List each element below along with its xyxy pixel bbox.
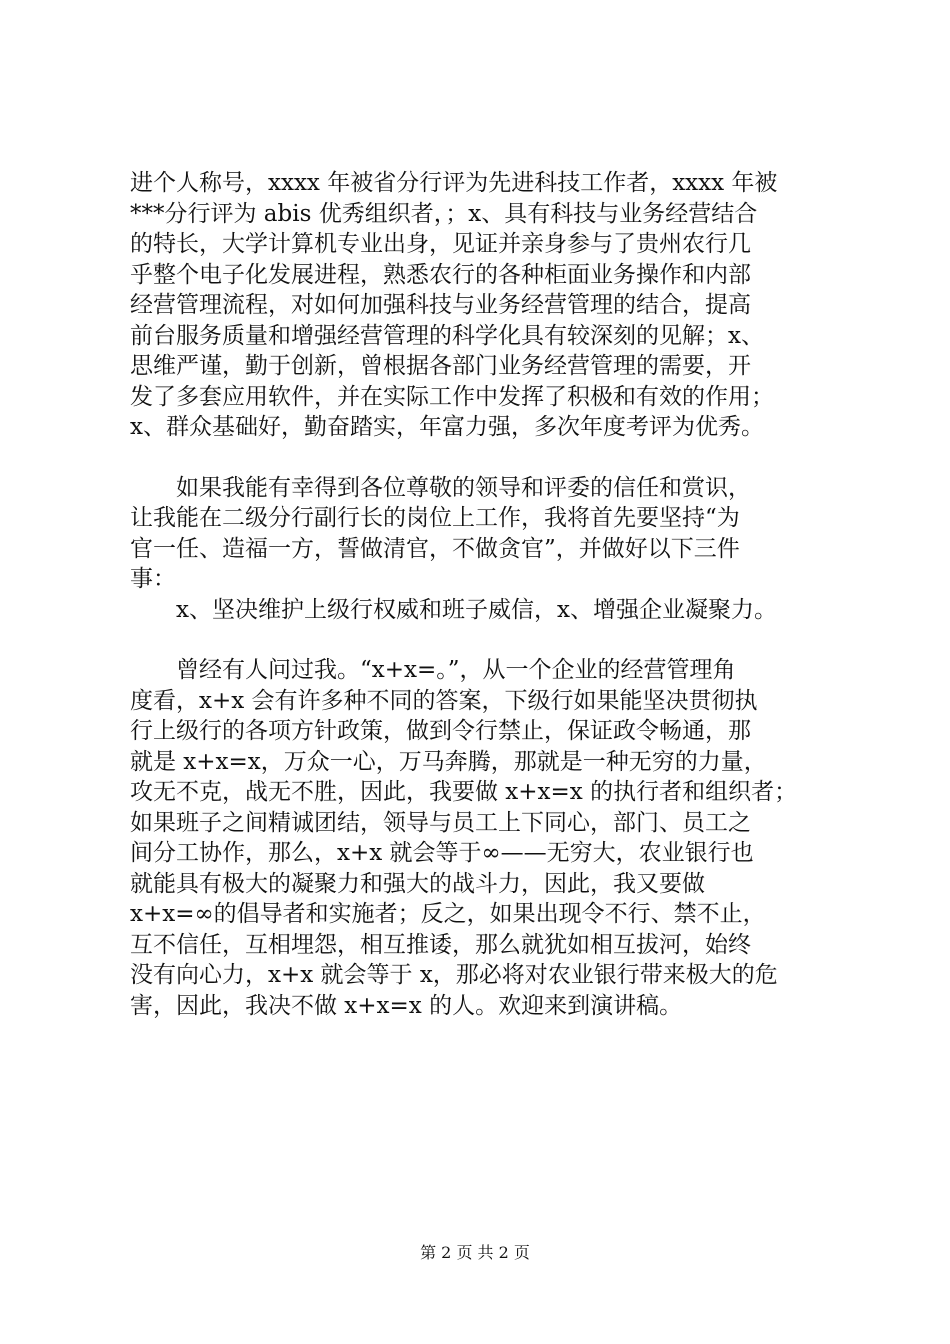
- text-line: 如果我能有幸得到各位尊敬的领导和评委的信任和赏识，: [130, 474, 751, 501]
- text-line: 进个人称号，xxxx 年被省分行评为先进科技工作者，xxxx 年被: [130, 170, 778, 196]
- text-line: 的特长，大学计算机专业出身，见证并亲身参与了贵州农行几: [130, 231, 751, 257]
- text-line: 如果班子之间精诚团结，领导与员工上下同心，部门、员工之: [130, 809, 751, 836]
- text-line: x、坚决维护上级行权威和班子威信，x、增强企业凝聚力。: [130, 596, 777, 623]
- text-line: x、群众基础好，勤奋踏实，年富力强，多次年度考评为优秀。: [130, 414, 764, 440]
- text-line: 度看，x+x 会有许多种不同的答案，下级行如果能坚决贯彻执: [130, 687, 758, 714]
- text-line: 经营管理流程，对如何加强科技与业务经营管理的结合，提高: [130, 292, 751, 318]
- text-line: 没有向心力，x+x 就会等于 x，那必将对农业银行带来极大的危: [130, 962, 778, 988]
- text-line: 曾经有人问过我。“x+x=。”，从一个企业的经营管理角: [130, 657, 736, 683]
- paragraph-spacer: [130, 443, 820, 473]
- text-line: 就能具有极大的凝聚力和强大的战斗力，因此，我又要做: [130, 870, 705, 897]
- text-line: 行上级行的各项方针政策，做到令行禁止，保证政令畅通，那: [130, 718, 751, 744]
- paragraph-spacer: [130, 625, 820, 655]
- text-line: 前台服务质量和增强经营管理的科学化具有较深刻的见解；x、: [130, 322, 764, 349]
- text-line: 让我能在二级分行副行长的岗位上工作，我将首先要坚持“为: [130, 505, 740, 531]
- text-line: 就是 x+x=x，万众一心，万马奔腾，那就是一种无穷的力量，: [130, 748, 767, 775]
- paragraph-3: [130, 595, 820, 626]
- page-number-footer: 第 2 页 共 2 页: [420, 1243, 530, 1262]
- text-line: x+x=∞的倡导者和实施者；反之，如果出现令不行、禁不止，: [130, 901, 766, 927]
- text-line: 攻无不克，战无不胜，因此，我要做 x+x=x 的执行者和组织者；: [130, 779, 798, 805]
- text-line: 乎整个电子化发展进程，熟悉农行的各种柜面业务操作和内部: [130, 261, 751, 288]
- text-line: 互不信任，互相埋怨，相互推诿，那么就犹如相互拔河，始终: [130, 931, 751, 958]
- text-line: 间分工协作，那么，x+x 就会等于∞——无穷大，农业银行也: [130, 840, 754, 866]
- text-line: 思维严谨，勤于创新，曾根据各部门业务经营管理的需要，开: [130, 353, 751, 379]
- text-line: 发了多套应用软件，并在实际工作中发挥了积极和有效的作用；: [130, 383, 774, 410]
- text-line: 害，因此，我决不做 x+x=x 的人。欢迎来到演讲稿。: [130, 992, 683, 1019]
- paragraph-1: [130, 168, 820, 443]
- text-line: 事：: [130, 566, 176, 592]
- document-body: [130, 168, 820, 1021]
- paragraph-2: [130, 473, 820, 595]
- paragraph-4: [130, 655, 820, 1021]
- text-line: 官一任、造福一方，誓做清官，不做贪官”，并做好以下三件: [130, 535, 740, 562]
- text-line: ***分行评为 abis 优秀组织者，；x、具有科技与业务经营结合: [130, 200, 758, 227]
